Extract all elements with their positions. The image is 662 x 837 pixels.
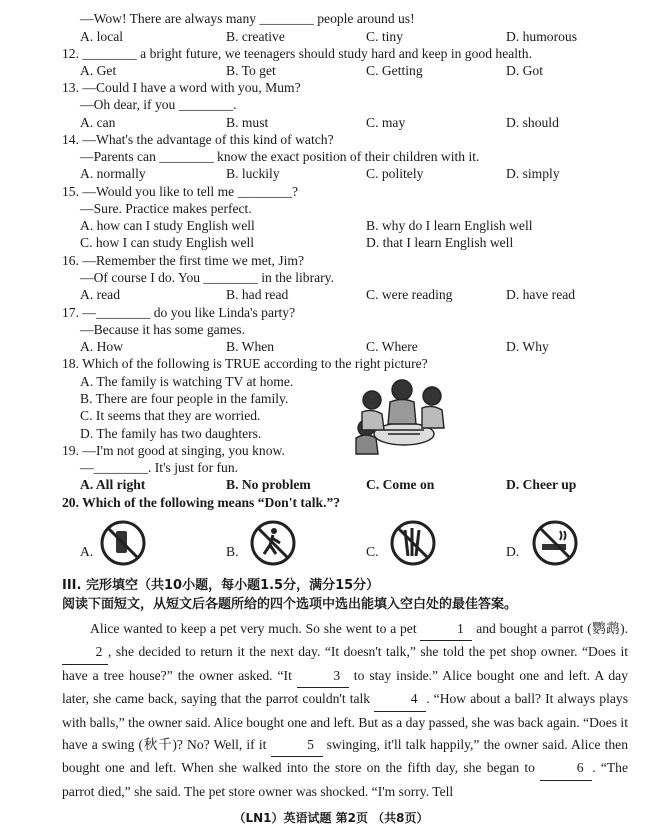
cloze-passage [62,618,628,803]
blank-2: 2 [62,641,108,664]
blank-1: 1 [420,618,472,641]
q20-label-b: B. [226,544,239,559]
q13-stem: 13. —Could I have a word with you, Mum? [62,80,301,95]
q17-option-c: C. Where [366,339,418,354]
q12-stem: 12. ________ a bright future, we teenagers should study hard and keep in good health. [62,46,533,61]
q19-option-b: B. No problem [226,477,311,492]
q11-option-c: C. tiny [366,29,404,44]
q11-option-a: A. local [80,29,124,44]
q11-option-d: D. humorous [506,29,577,44]
passage-text-2: and bought a parrot (鹦鹉). [472,621,628,636]
q17-option-a: A. How [80,339,124,354]
passage-text-1: Alice wanted to keep a pet very much. So she went to a pet [90,621,421,636]
page-footer: （LN1）英语试题 第2页 （共8页） [233,811,429,825]
q11-options [80,28,640,45]
blank-5: 5 [271,734,323,757]
q12-options [80,62,640,79]
q15-option-d: D. that I learn English well [366,235,514,250]
q18-option-b: B. There are four people in the family. [80,391,289,406]
q18-option-a: A. The family is watching TV at home. [80,374,294,389]
q20-label-a: A. [80,544,94,559]
q16-option-b: B. had read [226,287,289,302]
q15-option-a: A. how can I study English well [80,218,255,233]
q15-options-row1 [80,217,640,234]
q13-option-b: B. must [226,115,269,130]
q18-option-c: C. It seems that they are worried. [80,408,261,423]
q20-stem: 20. Which of the following means “Don't talk.”? [62,495,341,510]
q18-stem: 18. Which of the following is TRUE according to the right picture? [62,356,428,371]
q11-stem: —Wow! There are always many ________ people around us! [80,11,415,26]
q16-answer-line: —Of course I do. You ________ in the library. [80,270,334,285]
q16-stem: 16. —Remember the first time we met, Jim? [62,253,304,268]
q13-option-d: D. should [506,115,559,130]
q13-option-a: A. can [80,115,116,130]
q19-option-c: C. Come on [366,477,435,492]
passage-text-4: to stay inside.” Alice bought one and left. A day later, she came back, saying that the parrot couldn't talk [62,667,628,707]
q14-options [80,165,640,182]
q19-stem: 19. —I'm not good at singing, you know. [62,443,285,458]
q12-option-d: D. Got [506,63,544,78]
no-walking-sign-icon [248,518,298,568]
q19-option-a: A. All right [80,477,146,492]
no-smoking-sign-icon [530,518,580,568]
q16-option-c: C. were reading [366,287,453,302]
blank-3: 3 [297,665,349,688]
q13-options [80,114,640,131]
q14-answer-line: —Parents can ________ know the exact position of their children with it. [80,149,480,164]
q17-stem: 17. —________ do you like Linda's party? [62,305,296,320]
q17-answer-line: —Because it has some games. [80,322,245,337]
no-litter-sign-icon [388,518,438,568]
q17-option-b: B. When [226,339,275,354]
q20-label-c: C. [366,544,379,559]
passage-text-6: swinging, it'll talk happily,” the owner said. Alice then bought one and left. When she walked into the store on the fifth day, she began to [62,737,629,776]
q20-label-d: D. [506,544,520,559]
passage-text-3: , she decided to return it the next day. “It doesn't talk,” she told the pet shop owner. “Does it have a tree house?” the owner asked. “It [62,644,628,683]
q15-stem: 15. —Would you like to tell me ________? [62,184,299,199]
q14-option-b: B. luckily [226,166,280,181]
q16-options [80,286,640,303]
q17-option-d: D. Why [506,339,549,354]
q15-options-row2 [80,234,640,251]
q15-option-c: C. how I can study English well [80,235,255,250]
section3-instruction: 阅读下面短文，从短文后各题所给的四个选项中选出能填入空白处的最佳答案。 [62,597,518,612]
q19-answer-line: —________. It's just for fun. [80,460,239,475]
family-picture [350,372,458,458]
q15-answer-line: —Sure. Practice makes perfect. [80,201,252,216]
q19-options [80,476,640,493]
q19-option-d: D. Cheer up [506,477,577,492]
q14-option-a: A. normally [80,166,146,181]
q16-option-a: A. read [80,287,121,302]
blank-4: 4 [374,688,426,711]
q15-option-b: B. why do I learn English well [366,218,533,233]
q14-stem: 14. —What's the advantage of this kind of watch? [62,132,334,147]
passage-text-7: . “The parrot died,” she said. The pet store owner was shocked. “I'm sorry. Tell [62,760,629,799]
q16-option-d: D. have read [506,287,576,302]
q13-option-c: C. may [366,115,406,130]
passage-text-5: . “How about a ball? It always plays with balls,” the owner said. Alice bought one and left. But as a day passed, she was back again. “Does it have a swing (秋千)? No? Well, if it [62,691,628,753]
q13-answer-line: —Oh dear, if you ________. [80,97,237,112]
q18-option-d: D. The family has two daughters. [80,426,262,441]
section3-title: III. 完形填空（共10小题，每小题1.5分，满分15分） [62,578,380,593]
blank-6: 6 [540,757,592,780]
q12-option-b: B. To get [226,63,276,78]
q12-option-c: C. Getting [366,63,423,78]
q11-option-b: B. creative [226,29,285,44]
q12-option-a: A. Get [80,63,117,78]
q14-option-c: C. politely [366,166,424,181]
q14-option-d: D. simply [506,166,560,181]
q17-options [80,338,640,355]
no-phone-sign-icon [98,518,148,568]
cloze-passage-text [62,618,628,803]
